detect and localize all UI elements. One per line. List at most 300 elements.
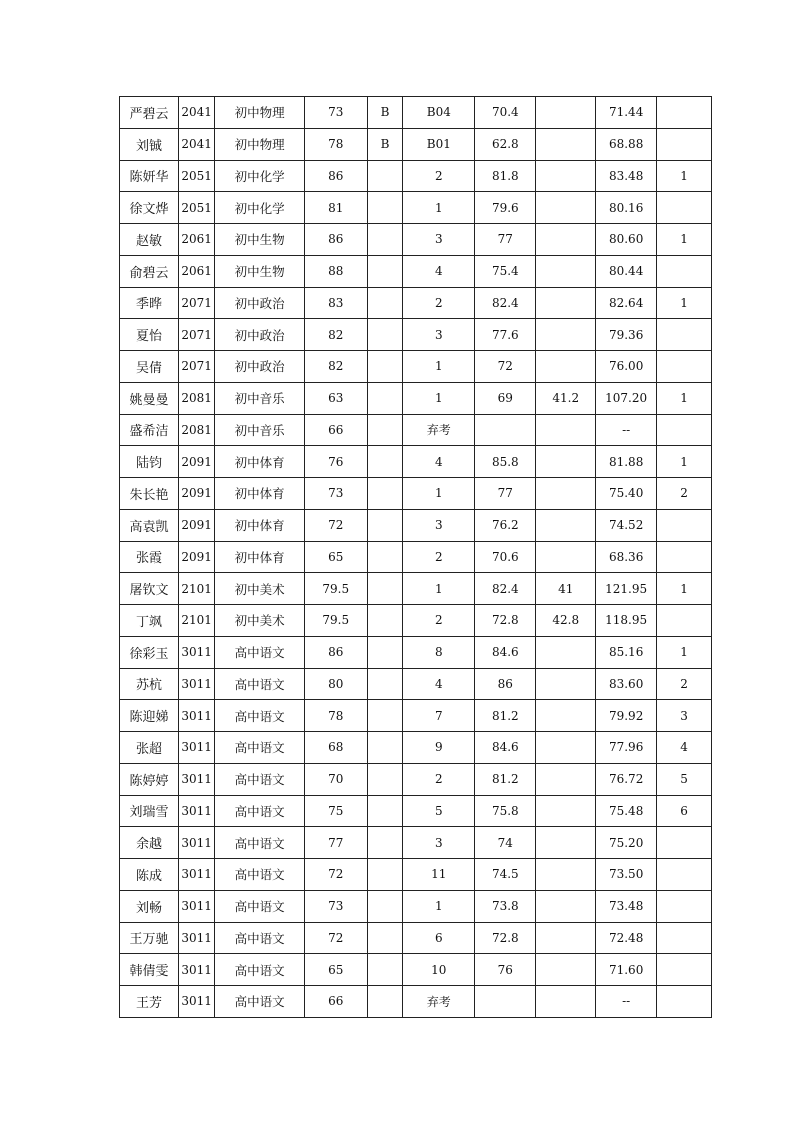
position-code-cell: 2101 (178, 605, 215, 637)
total-score-cell: -- (596, 414, 657, 446)
total-score-cell: 68.88 (596, 128, 657, 160)
rank-cell: 4 (657, 732, 712, 764)
total-score-cell: 74.52 (596, 509, 657, 541)
skill-score-cell (536, 319, 596, 351)
group-cell (367, 668, 403, 700)
table-body (120, 97, 712, 1018)
draw-order-cell: 1 (403, 478, 475, 510)
skill-score-cell (536, 732, 596, 764)
skill-score-cell (536, 668, 596, 700)
interview-score-cell: 81.8 (475, 160, 536, 192)
name-cell: 陈迎娣 (120, 700, 179, 732)
interview-score-cell: 74.5 (475, 859, 536, 891)
name-cell: 丁飒 (120, 605, 179, 637)
written-score-cell: 63 (304, 382, 367, 414)
results-table (119, 96, 712, 1018)
subject-cell: 初中美术 (215, 605, 304, 637)
group-cell (367, 605, 403, 637)
draw-order-cell: 4 (403, 446, 475, 478)
skill-score-cell (536, 160, 596, 192)
total-score-cell: 79.92 (596, 700, 657, 732)
position-code-cell: 2041 (178, 128, 215, 160)
subject-cell: 初中化学 (215, 160, 304, 192)
draw-order-cell: B01 (403, 128, 475, 160)
interview-score-cell: 81.2 (475, 700, 536, 732)
total-score-cell: 72.48 (596, 922, 657, 954)
skill-score-cell (536, 922, 596, 954)
skill-score-cell (536, 636, 596, 668)
interview-score-cell: 76.2 (475, 509, 536, 541)
name-cell: 朱长艳 (120, 478, 179, 510)
name-cell: 刘瑞雪 (120, 795, 179, 827)
draw-order-cell: 2 (403, 541, 475, 573)
skill-score-cell (536, 986, 596, 1018)
skill-score-cell (536, 763, 596, 795)
rank-cell (657, 97, 712, 129)
group-cell (367, 636, 403, 668)
written-score-cell: 72 (304, 509, 367, 541)
written-score-cell: 73 (304, 890, 367, 922)
position-code-cell: 3011 (178, 668, 215, 700)
total-score-cell: 107.20 (596, 382, 657, 414)
total-score-cell: 71.44 (596, 97, 657, 129)
table-row (120, 795, 712, 827)
subject-cell: 初中物理 (215, 128, 304, 160)
table-row (120, 319, 712, 351)
interview-score-cell: 62.8 (475, 128, 536, 160)
interview-score-cell (475, 986, 536, 1018)
table-row (120, 160, 712, 192)
position-code-cell: 2091 (178, 509, 215, 541)
total-score-cell: 79.36 (596, 319, 657, 351)
table-row (120, 859, 712, 891)
skill-score-cell (536, 700, 596, 732)
draw-order-cell: 9 (403, 732, 475, 764)
table-row (120, 446, 712, 478)
subject-cell: 初中生物 (215, 224, 304, 256)
position-code-cell: 3011 (178, 922, 215, 954)
name-cell: 陈婷婷 (120, 763, 179, 795)
skill-score-cell (536, 478, 596, 510)
name-cell: 吴倩 (120, 351, 179, 383)
draw-order-cell: 3 (403, 319, 475, 351)
table-row (120, 954, 712, 986)
interview-score-cell: 81.2 (475, 763, 536, 795)
name-cell: 张超 (120, 732, 179, 764)
total-score-cell: 85.16 (596, 636, 657, 668)
group-cell: B (367, 128, 403, 160)
subject-cell: 初中物理 (215, 97, 304, 129)
draw-order-cell: B04 (403, 97, 475, 129)
group-cell (367, 446, 403, 478)
interview-score-cell: 75.4 (475, 255, 536, 287)
name-cell: 余越 (120, 827, 179, 859)
total-score-cell: 76.72 (596, 763, 657, 795)
interview-score-cell: 70.6 (475, 541, 536, 573)
table-row (120, 287, 712, 319)
written-score-cell: 75 (304, 795, 367, 827)
subject-cell: 高中语文 (215, 986, 304, 1018)
position-code-cell: 3011 (178, 700, 215, 732)
rank-cell (657, 859, 712, 891)
rank-cell (657, 605, 712, 637)
name-cell: 陈妍华 (120, 160, 179, 192)
total-score-cell: 75.48 (596, 795, 657, 827)
table-row (120, 224, 712, 256)
total-score-cell: 80.60 (596, 224, 657, 256)
subject-cell: 初中政治 (215, 319, 304, 351)
name-cell: 赵敏 (120, 224, 179, 256)
subject-cell: 高中语文 (215, 827, 304, 859)
subject-cell: 初中体育 (215, 478, 304, 510)
name-cell: 徐彩玉 (120, 636, 179, 668)
draw-order-cell: 1 (403, 351, 475, 383)
written-score-cell: 78 (304, 700, 367, 732)
name-cell: 屠钦文 (120, 573, 179, 605)
group-cell (367, 382, 403, 414)
rank-cell (657, 827, 712, 859)
position-code-cell: 2081 (178, 382, 215, 414)
written-score-cell: 86 (304, 636, 367, 668)
total-score-cell: 82.64 (596, 287, 657, 319)
name-cell: 严碧云 (120, 97, 179, 129)
rank-cell (657, 890, 712, 922)
skill-score-cell (536, 128, 596, 160)
rank-cell: 6 (657, 795, 712, 827)
interview-score-cell: 84.6 (475, 732, 536, 764)
table-row (120, 414, 712, 446)
written-score-cell: 73 (304, 478, 367, 510)
position-code-cell: 3011 (178, 795, 215, 827)
total-score-cell: 73.50 (596, 859, 657, 891)
skill-score-cell (536, 890, 596, 922)
draw-order-cell: 7 (403, 700, 475, 732)
interview-score-cell: 72.8 (475, 605, 536, 637)
group-cell (367, 287, 403, 319)
written-score-cell: 65 (304, 954, 367, 986)
draw-order-cell: 1 (403, 890, 475, 922)
group-cell: B (367, 97, 403, 129)
subject-cell: 初中体育 (215, 446, 304, 478)
total-score-cell: 80.44 (596, 255, 657, 287)
written-score-cell: 82 (304, 319, 367, 351)
table-row (120, 922, 712, 954)
rank-cell: 1 (657, 224, 712, 256)
skill-score-cell (536, 192, 596, 224)
skill-score-cell (536, 509, 596, 541)
total-score-cell: 68.36 (596, 541, 657, 573)
written-score-cell: 86 (304, 160, 367, 192)
group-cell (367, 763, 403, 795)
written-score-cell: 79.5 (304, 605, 367, 637)
subject-cell: 初中政治 (215, 287, 304, 319)
subject-cell: 初中化学 (215, 192, 304, 224)
group-cell (367, 351, 403, 383)
name-cell: 王芳 (120, 986, 179, 1018)
skill-score-cell (536, 97, 596, 129)
group-cell (367, 160, 403, 192)
position-code-cell: 2051 (178, 160, 215, 192)
name-cell: 韩倩雯 (120, 954, 179, 986)
rank-cell: 2 (657, 478, 712, 510)
written-score-cell: 65 (304, 541, 367, 573)
table-row (120, 732, 712, 764)
total-score-cell: 77.96 (596, 732, 657, 764)
subject-cell: 初中音乐 (215, 382, 304, 414)
interview-score-cell: 72.8 (475, 922, 536, 954)
table-row (120, 541, 712, 573)
rank-cell (657, 541, 712, 573)
draw-order-cell: 2 (403, 763, 475, 795)
interview-score-cell: 79.6 (475, 192, 536, 224)
position-code-cell: 2061 (178, 224, 215, 256)
written-score-cell: 79.5 (304, 573, 367, 605)
name-cell: 夏怡 (120, 319, 179, 351)
written-score-cell: 72 (304, 859, 367, 891)
draw-order-cell: 5 (403, 795, 475, 827)
written-score-cell: 70 (304, 763, 367, 795)
table-row (120, 986, 712, 1018)
total-score-cell: 71.60 (596, 954, 657, 986)
name-cell: 高袁凯 (120, 509, 179, 541)
subject-cell: 初中音乐 (215, 414, 304, 446)
table-row (120, 700, 712, 732)
group-cell (367, 255, 403, 287)
skill-score-cell (536, 954, 596, 986)
written-score-cell: 72 (304, 922, 367, 954)
position-code-cell: 3011 (178, 859, 215, 891)
table-row (120, 636, 712, 668)
table-row (120, 509, 712, 541)
skill-score-cell (536, 414, 596, 446)
interview-score-cell: 84.6 (475, 636, 536, 668)
name-cell: 徐文烨 (120, 192, 179, 224)
table-row (120, 890, 712, 922)
position-code-cell: 2091 (178, 446, 215, 478)
skill-score-cell: 41.2 (536, 382, 596, 414)
total-score-cell: 81.88 (596, 446, 657, 478)
skill-score-cell (536, 287, 596, 319)
subject-cell: 初中体育 (215, 541, 304, 573)
subject-cell: 高中语文 (215, 795, 304, 827)
rank-cell: 1 (657, 160, 712, 192)
written-score-cell: 80 (304, 668, 367, 700)
draw-order-cell: 2 (403, 287, 475, 319)
total-score-cell: -- (596, 986, 657, 1018)
interview-score-cell: 77.6 (475, 319, 536, 351)
skill-score-cell (536, 541, 596, 573)
rank-cell: 1 (657, 573, 712, 605)
group-cell (367, 573, 403, 605)
total-score-cell: 75.20 (596, 827, 657, 859)
position-code-cell: 3011 (178, 827, 215, 859)
interview-score-cell: 82.4 (475, 573, 536, 605)
group-cell (367, 541, 403, 573)
draw-order-cell: 弃考 (403, 414, 475, 446)
table-row (120, 573, 712, 605)
draw-order-cell: 6 (403, 922, 475, 954)
written-score-cell: 82 (304, 351, 367, 383)
interview-score-cell: 85.8 (475, 446, 536, 478)
written-score-cell: 68 (304, 732, 367, 764)
written-score-cell: 86 (304, 224, 367, 256)
skill-score-cell (536, 446, 596, 478)
group-cell (367, 922, 403, 954)
subject-cell: 高中语文 (215, 700, 304, 732)
group-cell (367, 986, 403, 1018)
name-cell: 姚曼曼 (120, 382, 179, 414)
group-cell (367, 224, 403, 256)
rank-cell (657, 255, 712, 287)
interview-score-cell: 86 (475, 668, 536, 700)
table-row (120, 668, 712, 700)
skill-score-cell (536, 795, 596, 827)
group-cell (367, 795, 403, 827)
subject-cell: 初中美术 (215, 573, 304, 605)
group-cell (367, 890, 403, 922)
draw-order-cell: 3 (403, 827, 475, 859)
position-code-cell: 2081 (178, 414, 215, 446)
subject-cell: 初中政治 (215, 351, 304, 383)
position-code-cell: 3011 (178, 636, 215, 668)
total-score-cell: 121.95 (596, 573, 657, 605)
group-cell (367, 700, 403, 732)
rank-cell (657, 414, 712, 446)
position-code-cell: 3011 (178, 954, 215, 986)
position-code-cell: 2091 (178, 541, 215, 573)
interview-score-cell: 73.8 (475, 890, 536, 922)
position-code-cell: 3011 (178, 763, 215, 795)
rank-cell (657, 509, 712, 541)
written-score-cell: 76 (304, 446, 367, 478)
written-score-cell: 78 (304, 128, 367, 160)
total-score-cell: 118.95 (596, 605, 657, 637)
draw-order-cell: 4 (403, 255, 475, 287)
name-cell: 苏杭 (120, 668, 179, 700)
rank-cell: 5 (657, 763, 712, 795)
total-score-cell: 73.48 (596, 890, 657, 922)
total-score-cell: 76.00 (596, 351, 657, 383)
group-cell (367, 192, 403, 224)
table-row (120, 763, 712, 795)
table-row (120, 382, 712, 414)
interview-score-cell: 74 (475, 827, 536, 859)
subject-cell: 初中生物 (215, 255, 304, 287)
total-score-cell: 80.16 (596, 192, 657, 224)
subject-cell: 高中语文 (215, 954, 304, 986)
written-score-cell: 77 (304, 827, 367, 859)
interview-score-cell: 77 (475, 478, 536, 510)
draw-order-cell: 1 (403, 192, 475, 224)
name-cell: 季晔 (120, 287, 179, 319)
rank-cell: 1 (657, 287, 712, 319)
draw-order-cell: 10 (403, 954, 475, 986)
group-cell (367, 414, 403, 446)
skill-score-cell (536, 224, 596, 256)
table-row (120, 351, 712, 383)
rank-cell: 1 (657, 446, 712, 478)
position-code-cell: 2041 (178, 97, 215, 129)
position-code-cell: 2061 (178, 255, 215, 287)
subject-cell: 高中语文 (215, 668, 304, 700)
draw-order-cell: 1 (403, 573, 475, 605)
table-row (120, 97, 712, 129)
group-cell (367, 732, 403, 764)
written-score-cell: 66 (304, 986, 367, 1018)
position-code-cell: 2071 (178, 287, 215, 319)
skill-score-cell (536, 351, 596, 383)
position-code-cell: 3011 (178, 890, 215, 922)
skill-score-cell: 41 (536, 573, 596, 605)
name-cell: 盛希洁 (120, 414, 179, 446)
group-cell (367, 478, 403, 510)
position-code-cell: 2091 (178, 478, 215, 510)
subject-cell: 高中语文 (215, 859, 304, 891)
position-code-cell: 3011 (178, 732, 215, 764)
interview-score-cell: 70.4 (475, 97, 536, 129)
position-code-cell: 2071 (178, 319, 215, 351)
written-score-cell: 83 (304, 287, 367, 319)
draw-order-cell: 2 (403, 160, 475, 192)
table-row (120, 255, 712, 287)
interview-score-cell: 69 (475, 382, 536, 414)
subject-cell: 高中语文 (215, 763, 304, 795)
rank-cell (657, 954, 712, 986)
subject-cell: 高中语文 (215, 922, 304, 954)
written-score-cell: 81 (304, 192, 367, 224)
table-row (120, 192, 712, 224)
skill-score-cell (536, 859, 596, 891)
rank-cell: 3 (657, 700, 712, 732)
total-score-cell: 83.60 (596, 668, 657, 700)
table-row (120, 478, 712, 510)
name-cell: 王万驰 (120, 922, 179, 954)
rank-cell (657, 192, 712, 224)
group-cell (367, 827, 403, 859)
draw-order-cell: 3 (403, 224, 475, 256)
table-row (120, 827, 712, 859)
subject-cell: 高中语文 (215, 732, 304, 764)
name-cell: 刘畅 (120, 890, 179, 922)
rank-cell (657, 922, 712, 954)
subject-cell: 初中体育 (215, 509, 304, 541)
table-row (120, 605, 712, 637)
draw-order-cell: 4 (403, 668, 475, 700)
draw-order-cell: 1 (403, 382, 475, 414)
position-code-cell: 2101 (178, 573, 215, 605)
written-score-cell: 73 (304, 97, 367, 129)
subject-cell: 高中语文 (215, 636, 304, 668)
name-cell: 陈成 (120, 859, 179, 891)
subject-cell: 高中语文 (215, 890, 304, 922)
rank-cell (657, 351, 712, 383)
skill-score-cell (536, 255, 596, 287)
rank-cell (657, 319, 712, 351)
interview-score-cell: 77 (475, 224, 536, 256)
skill-score-cell (536, 827, 596, 859)
position-code-cell: 3011 (178, 986, 215, 1018)
draw-order-cell: 8 (403, 636, 475, 668)
draw-order-cell: 11 (403, 859, 475, 891)
group-cell (367, 954, 403, 986)
written-score-cell: 66 (304, 414, 367, 446)
position-code-cell: 2071 (178, 351, 215, 383)
interview-score-cell: 75.8 (475, 795, 536, 827)
rank-cell: 2 (657, 668, 712, 700)
draw-order-cell: 弃考 (403, 986, 475, 1018)
draw-order-cell: 2 (403, 605, 475, 637)
skill-score-cell: 42.8 (536, 605, 596, 637)
